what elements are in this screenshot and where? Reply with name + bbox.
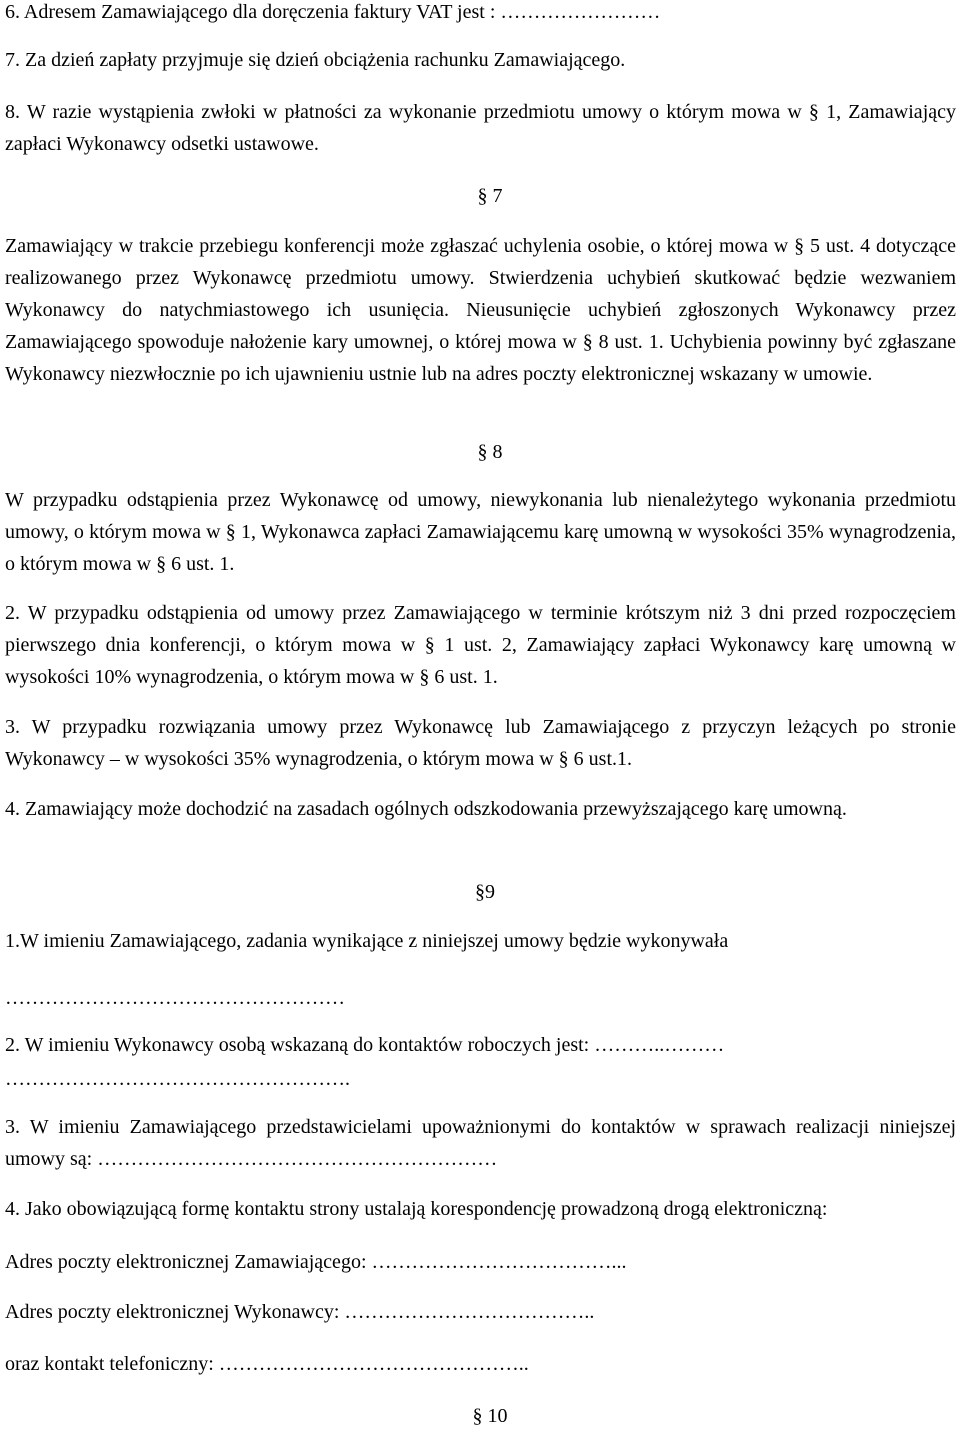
section-9-paragraph-3: 3. W imieniu Zamawiającego przedstawicielami upoważnionymi do kontaktów w sprawach realizacji niniejszej umowy są: …………………………………………………… [5, 1116, 956, 1170]
email-zamawiajacy: Adres poczty elektronicznej Zamawiającego: ………………………………... [5, 1251, 627, 1273]
section-8-paragraph-3: 3. W przypadku rozwiązania umowy przez Wykonawcę lub Zamawiającego z przyczyn leżących po stronie Wykonawcy – w wysokości 35% wynagrodzenia, o którym mowa w § 6 ust.1. [5, 716, 956, 770]
section-8-paragraph-2: 2. W przypadku odstąpienia od umowy przez Zamawiającego w terminie krótszym niż 3 dni przed rozpoczęciem pierwszego dnia konferencji, o którym mowa w § 1 ust. 2, Zamawiający zapłaci Wykonawcy karę umowną w wysokości 10% wynagrodzenia, o którym mowa w § 6 ust. 1. [5, 602, 956, 688]
paragraph-7: 7. Za dzień zapłaty przyjmuje się dzień obciążenia rachunku Zamawiającego. [5, 49, 626, 71]
paragraph-6: 6. Adresem Zamawiającego dla doręczenia faktury VAT jest : …………………… [5, 1, 661, 23]
section-8-paragraph-4: 4. Zamawiający może dochodzić na zasadach ogólnych odszkodowania przewyższającego karę umowną. [5, 798, 847, 820]
section-8-heading: § 8 [477, 441, 503, 463]
section-9-paragraph-1-blank: …………………………………………… [5, 987, 345, 1009]
section-8-paragraph-1: W przypadku odstąpienia przez Wykonawcę od umowy, niewykonania lub nienależytego wykonania przedmiotu umowy, o którym mowa w § 1, Wykonawca zapłaci Zamawiającemu karę umowną w wysokości 35% wynagrodzenia, o którym mowa w § 6 ust. 1. [5, 489, 956, 575]
section-9-heading: §9 [475, 881, 495, 903]
section-9-paragraph-2-blank: ……………………………………………. [5, 1068, 350, 1090]
paragraph-8: 8. W razie wystąpienia zwłoki w płatności za wykonanie przedmiotu umowy o którym mowa w § 1, Zamawiający zapłaci Wykonawcy odsetki ustawowe. [5, 101, 956, 155]
phone-contact: oraz kontakt telefoniczny: ……………………………………….. [5, 1353, 529, 1375]
section-7-body: Zamawiający w trakcie przebiegu konferencji może zgłaszać uchylenia osobie, o której mowa w § 5 ust. 4 dotyczące realizowanego przez Wykonawcę przedmiotu umowy. Stwierdzenia uchybień skutkować będzie wezwaniem Wykonawcy do natychmiastowego ich usunięcia. Nieusunięcie uchybień zgłoszonych Wykonawcy przez Zamawiającego spowoduje nałożenie kary umownej, o której mowa w § 8 ust. 1. Uchybienia powinny być zgłaszane Wykonawcy niezwłocznie po ich ujawnieniu ustnie lub na adres poczty elektronicznej wskazany w umowie. [5, 235, 956, 385]
section-9-paragraph-2: 2. W imieniu Wykonawcy osobą wskazaną do kontaktów roboczych jest: ………..……… [5, 1034, 725, 1056]
section-9-paragraph-4: 4. Jako obowiązującą formę kontaktu strony ustalają korespondencję prowadzoną drogą elektroniczną: [5, 1198, 828, 1220]
email-wykonawca: Adres poczty elektronicznej Wykonawcy: ……………………………….. [5, 1301, 595, 1323]
section-7-heading: § 7 [477, 185, 503, 207]
section-9-paragraph-1: 1.W imieniu Zamawiającego, zadania wynikające z niniejszej umowy będzie wykonywała [5, 930, 729, 952]
section-10-heading: § 10 [472, 1405, 508, 1427]
